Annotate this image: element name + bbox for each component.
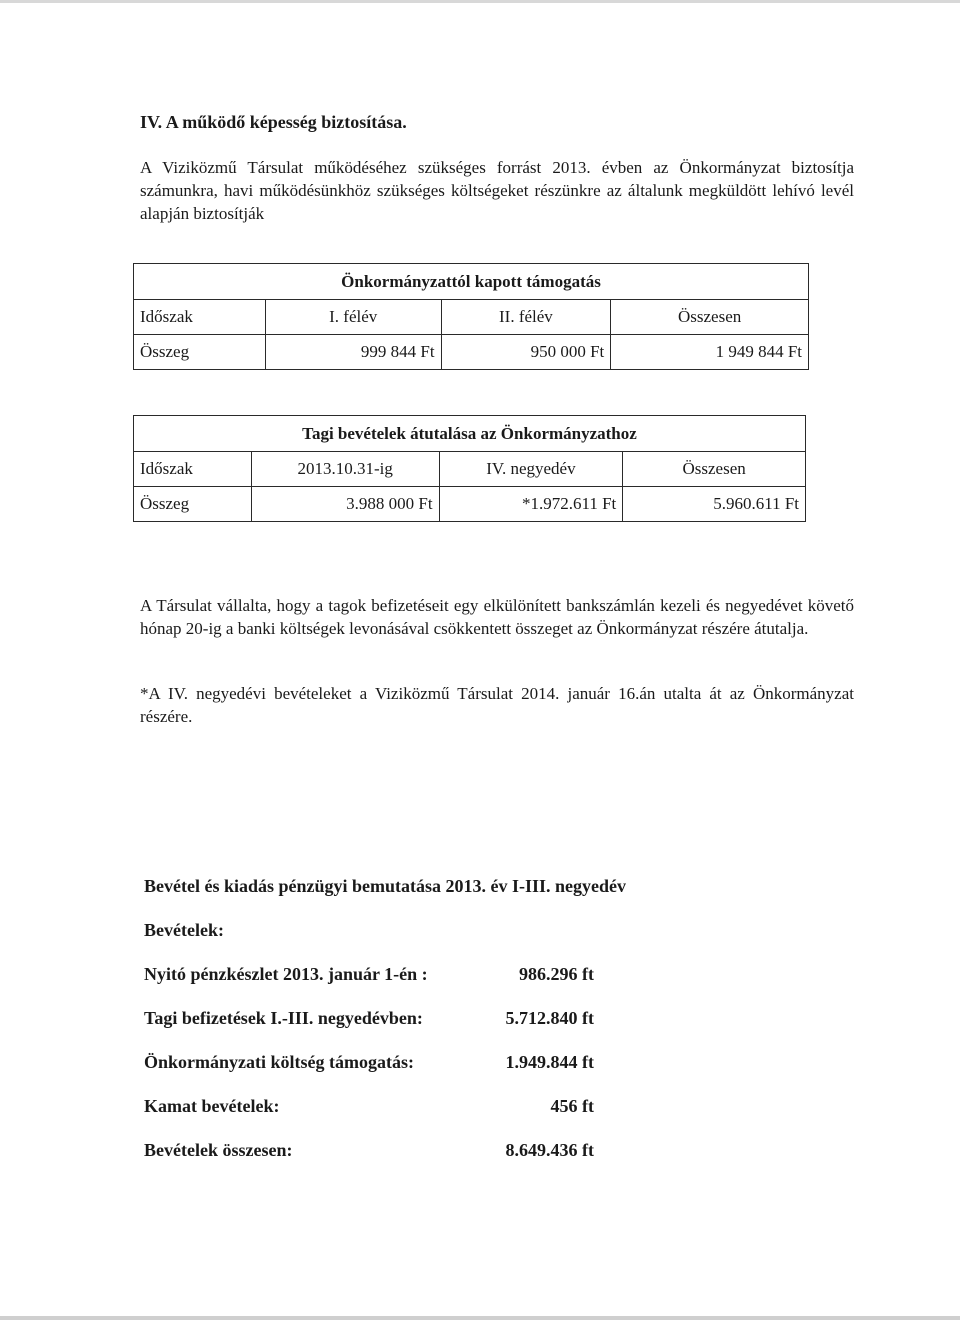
summary-label: Nyitó pénzkészlet 2013. január 1-én : <box>144 964 428 984</box>
table-cell: IV. negyedév <box>439 452 623 487</box>
transfer-table-header-row <box>134 452 806 487</box>
summary-value: 5.712.840 ft <box>505 1008 594 1028</box>
table-cell: Összesen <box>623 452 806 487</box>
support-table-amount-row <box>134 335 809 370</box>
summary-label: Bevételek összesen: <box>144 1140 293 1160</box>
footnote-paragraph: *A IV. negyedévi bevételeket a Viziközmű Társulat 2014. január 16.án utalta át az Önkormányzat részére. <box>140 684 854 726</box>
transfer-table-title-row <box>134 416 806 452</box>
table-cell: II. félév <box>441 300 611 335</box>
support-table <box>133 263 809 370</box>
summary-value: 986.296 ft <box>519 964 594 984</box>
table-cell: Időszak <box>134 300 266 335</box>
summary-value: 1.949.844 ft <box>505 1052 594 1072</box>
table-cell: 2013.10.31-ig <box>251 452 439 487</box>
intro-paragraph: A Viziközmű Társulat működéséhez szükséges forrást 2013. évben az Önkormányzat biztosítja számunkra, havi működésünkhöz szükséges költségeket részünkre az általunk megküldött lehívó levél alapján biztosítják <box>140 158 854 223</box>
section-heading: IV. A működő képesség biztosítása. <box>140 112 407 132</box>
support-table-header-row <box>134 300 809 335</box>
summary-title: Bevétel és kiadás pénzügyi bemutatása 2013. év I-III. negyedév <box>144 876 626 896</box>
transfer-table <box>133 415 806 522</box>
table-cell: Időszak <box>134 452 252 487</box>
transfer-table-title: Tagi bevételek átutalása az Önkormányzathoz <box>134 416 806 452</box>
scan-edge-bottom <box>0 1316 960 1320</box>
support-table-title-row <box>134 264 809 300</box>
table-cell: 3.988 000 Ft <box>251 487 439 522</box>
scan-edge-top <box>0 0 960 3</box>
table-cell: *1.972.611 Ft <box>439 487 623 522</box>
table-cell: Összeg <box>134 487 252 522</box>
summary-value: 8.649.436 ft <box>505 1140 594 1160</box>
table-cell: 1 949 844 Ft <box>611 335 809 370</box>
summary-label: Tagi befizetések I.-III. negyedévben: <box>144 1008 423 1028</box>
table-cell: 5.960.611 Ft <box>623 487 806 522</box>
transfer-paragraph: A Társulat vállalta, hogy a tagok befizetéseit egy elkülönített bankszámlán kezeli és negyedévet követő hónap 20-ig a banki költségek levonásával csökkentett összeget az Önkormányzat részére átutalja. <box>140 596 854 638</box>
support-table-title: Önkormányzattól kapott támogatás <box>134 264 809 300</box>
summary-label: Kamat bevételek: <box>144 1096 280 1116</box>
summary-label: Önkormányzati költség támogatás: <box>144 1052 414 1072</box>
table-cell: 950 000 Ft <box>441 335 611 370</box>
table-cell: Összesen <box>611 300 809 335</box>
table-cell: Összeg <box>134 335 266 370</box>
summary-subtitle: Bevételek: <box>144 920 224 940</box>
table-cell: 999 844 Ft <box>265 335 441 370</box>
transfer-table-amount-row <box>134 487 806 522</box>
summary-value: 456 ft <box>550 1096 594 1116</box>
table-cell: I. félév <box>265 300 441 335</box>
